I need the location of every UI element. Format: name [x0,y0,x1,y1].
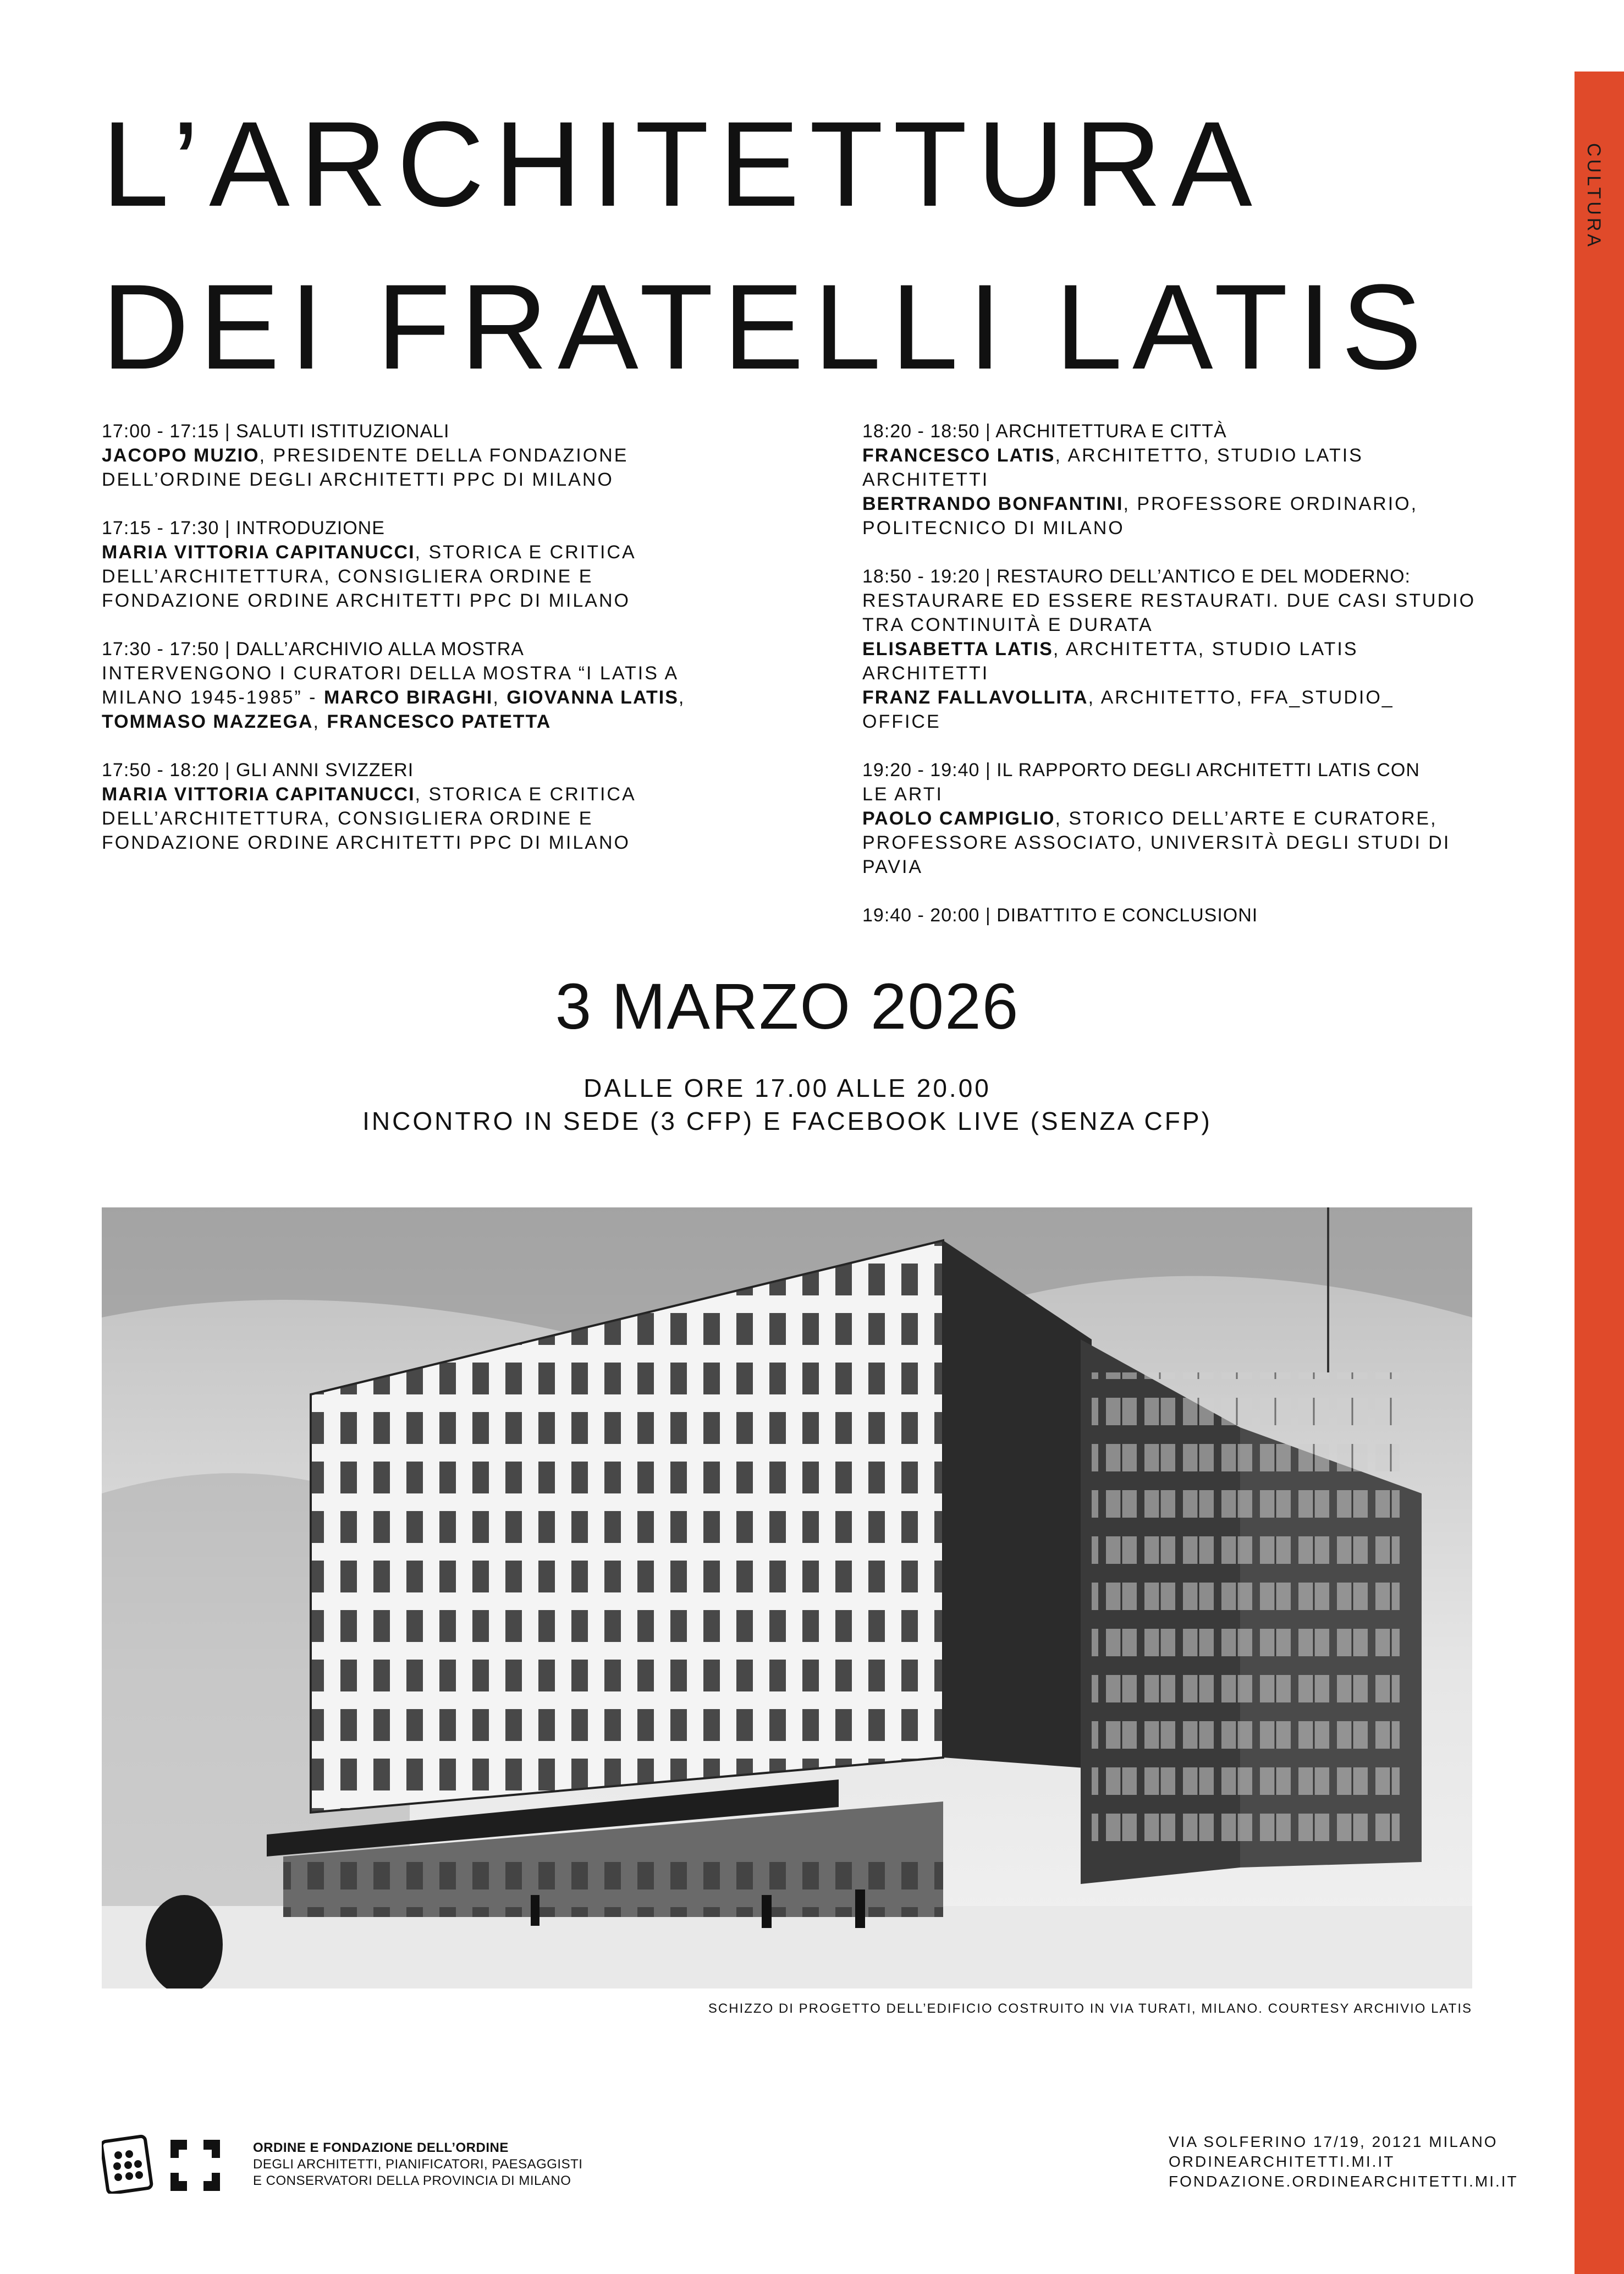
program-column-left [102,419,778,879]
program-session-title: 17:00 - 17:15 | SALUTI ISTITUZIONALI [102,421,450,442]
program-column-right [862,419,1484,952]
speaker-name: GIOVANNA LATIS [507,687,679,708]
program-line [102,540,778,564]
organization-name [253,2140,582,2189]
program-line [862,685,1484,710]
title-line-2: DEI FRATELLI LATIS [102,259,1432,394]
program-line [862,661,1484,685]
program-item [102,419,778,492]
title-line-1: L’ARCHITETTURA [102,96,1262,232]
program-text: PROFESSORE ASSOCIATO, UNIVERSITÀ DEGLI STUDI DI [862,832,1451,853]
program-text: , ARCHITETTO, FFA_STUDIO_ [1088,687,1394,708]
program-text: , [313,711,327,732]
program-line [862,831,1484,855]
program-line [102,710,778,734]
program-line [102,806,778,831]
program-session-title: 18:50 - 19:20 | RESTAURO DELL’ANTICO E DEL MODERNO: [862,566,1411,587]
speaker-name: MARIA VITTORIA CAPITANUCCI [102,542,415,563]
program-line [862,806,1484,831]
org-line-1: ORDINE E FONDAZIONE DELL’ORDINE [253,2140,509,2155]
program-line [862,782,1484,806]
program-text: RESTAURARE ED ESSERE RESTAURATI. DUE CASI STUDIO [862,590,1476,611]
program-text: OFFICE [862,711,941,732]
program-text: DELL’ORDINE DEGLI ARCHITETTI PPC DI MILANO [102,469,614,490]
program-line [862,589,1484,613]
program-line [102,661,778,685]
program-line [862,468,1484,492]
program-item [862,419,1484,540]
program-line [102,782,778,806]
cross-frame-icon [170,2140,220,2191]
contact-info [1169,2132,1518,2191]
program-session-title: 18:20 - 18:50 | ARCHITETTURA E CITTÀ [862,421,1227,442]
page-title [102,83,1521,408]
program-line [102,589,778,613]
program-text: TRA CONTINUITÀ E DURATA [862,614,1153,635]
program-line [102,443,778,468]
category-label: CULTURA [1583,143,1604,250]
program-text: , [678,687,686,708]
program-item [862,564,1484,734]
event-mode: INCONTRO IN SEDE (3 CFP) E FACEBOOK LIVE (SENZA CFP) [362,1107,1212,1135]
speaker-name: MARCO BIRAGHI [323,687,493,708]
building-sketch-drawing [102,1207,1472,1989]
program-session-title: 19:40 - 20:00 | DIBATTITO E CONCLUSIONI [862,905,1258,926]
program-text: , ARCHITETTO, STUDIO LATIS [1055,445,1363,466]
program-text: MILANO 1945-1985” - [102,687,324,708]
program-item [102,637,778,734]
program-line [862,613,1484,637]
program-line [862,492,1484,516]
grid-logo-icon [102,2136,152,2194]
program-text: , PRESIDENTE DELLA FONDAZIONE [259,445,629,466]
program-text: FONDAZIONE ORDINE ARCHITETTI PPC DI MILANO [102,832,630,853]
program-text: ARCHITETTI [862,663,989,684]
program-item [862,903,1484,927]
program-text: PAVIA [862,856,923,877]
program-item [862,758,1484,879]
program-text: DELL’ARCHITETTURA, CONSIGLIERA ORDINE E [102,566,593,587]
program-line [862,516,1484,540]
program-text: , STORICA E CRITICA [415,542,636,563]
program-text: , STORICO DELL’ARTE E CURATORE, [1055,808,1438,829]
program-text: , STORICA E CRITICA [415,784,636,805]
program-line [862,637,1484,661]
program-item [102,758,778,855]
program-text: , PROFESSORE ORDINARIO, [1123,493,1418,514]
speaker-name: FRANZ FALLAVOLLITA [862,687,1088,708]
program-line [102,831,778,855]
program-text: , [493,687,507,708]
speaker-name: FRANCESCO PATETTA [327,711,552,732]
org-line-3: E CONSERVATORI DELLA PROVINCIA DI MILANO [253,2173,571,2188]
website-link[interactable]: ORDINEARCHITETTI.MI.IT [1169,2153,1395,2170]
program-text: LE ARTI [862,784,943,805]
side-color-band [1575,72,1624,2274]
image-caption: SCHIZZO DI PROGETTO DELL’EDIFICIO COSTRUITO IN VIA TURATI, MILANO. COURTESY ARCHIVIO LATIS [708,2001,1472,2016]
program-line [102,685,778,710]
foundation-website-link[interactable]: FONDAZIONE.ORDINEARCHITETTI.MI.IT [1169,2173,1518,2190]
address: VIA SOLFERINO 17/19, 20121 MILANO [1169,2133,1498,2150]
program-session-title: 19:20 - 19:40 | IL RAPPORTO DEGLI ARCHITETTI LATIS CON [862,760,1420,781]
event-info [0,1072,1575,1138]
program-line [862,710,1484,734]
program-text: POLITECNICO DI MILANO [862,518,1125,539]
program-text: FONDAZIONE ORDINE ARCHITETTI PPC DI MILANO [102,590,630,611]
event-hours: DALLE ORE 17.00 ALLE 20.00 [583,1074,991,1102]
speaker-name: JACOPO MUZIO [102,445,260,466]
program-session-title: 17:50 - 18:20 | GLI ANNI SVIZZERI [102,760,414,781]
program-session-title: 17:15 - 17:30 | INTRODUZIONE [102,518,385,539]
event-date: 3 MARZO 2026 [555,970,1020,1043]
program-text: INTERVENGONO I CURATORI DELLA MOSTRA “I LATIS A [102,663,679,684]
speaker-name: ELISABETTA LATIS [862,639,1053,660]
program-line [102,564,778,589]
program-line [862,855,1484,879]
program-item [102,516,778,613]
speaker-name: BERTRANDO BONFANTINI [862,493,1124,514]
org-line-2: DEGLI ARCHITETTI, PIANIFICATORI, PAESAGGISTI [253,2157,583,2172]
program-line [102,468,778,492]
program-session-title: 17:30 - 17:50 | DALL’ARCHIVIO ALLA MOSTRA [102,639,524,660]
speaker-name: FRANCESCO LATIS [862,445,1055,466]
speaker-name: TOMMASO MAZZEGA [102,711,313,732]
program-text: , ARCHITETTA, STUDIO LATIS [1053,639,1358,660]
program-line [862,443,1484,468]
program-text: ARCHITETTI [862,469,989,490]
program-text: DELL’ARCHITETTURA, CONSIGLIERA ORDINE E [102,808,593,829]
ordine-logo [102,2133,239,2196]
building-sketch-image [102,1207,1472,1989]
speaker-name: MARIA VITTORIA CAPITANUCCI [102,784,415,805]
speaker-name: PAOLO CAMPIGLIO [862,808,1055,829]
